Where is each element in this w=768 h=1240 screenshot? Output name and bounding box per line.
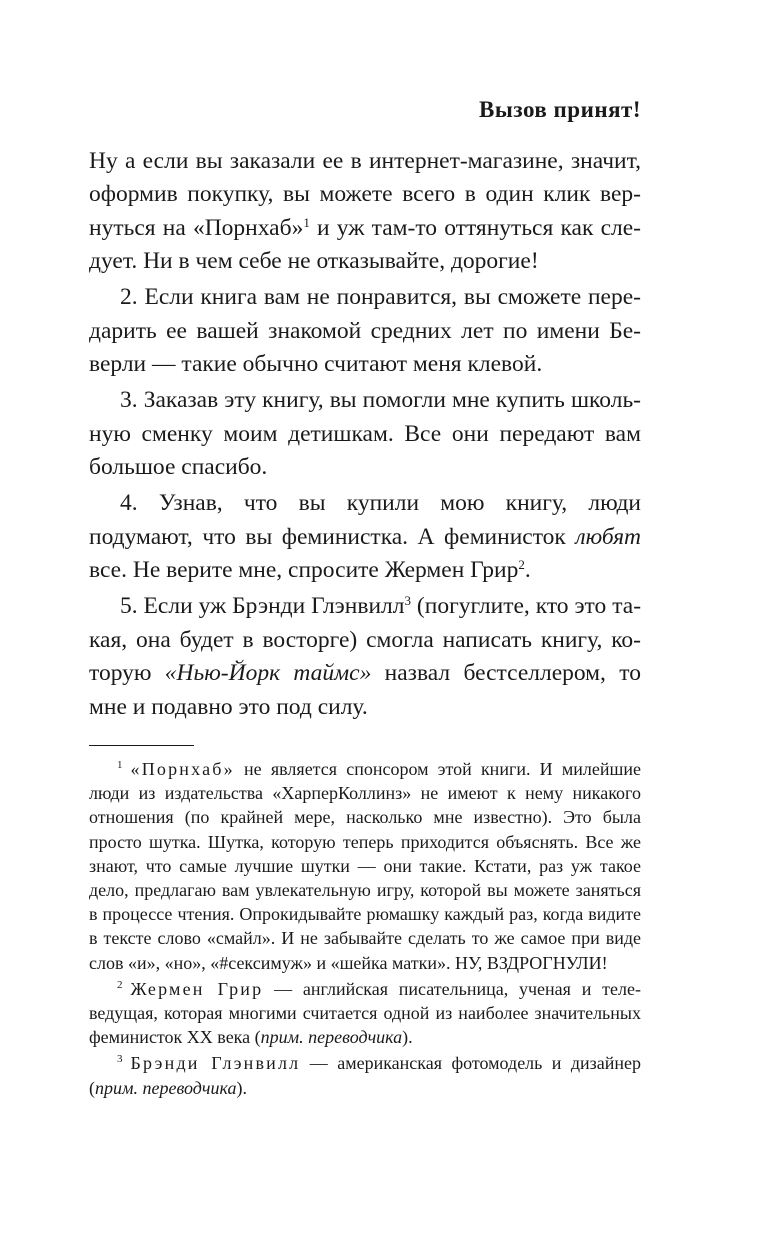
paragraph-4-text-b: все. Не верите мне, спросите Жермен Грир bbox=[89, 557, 519, 584]
footnote-3-mark: 3 bbox=[117, 1053, 123, 1066]
main-text bbox=[89, 145, 641, 724]
paragraph-4-text: 4. Узнав, что вы купили мою книгу, люди подумают, что вы феминистка. А феминисток bbox=[89, 490, 641, 550]
footnote-2-term: Жермен Грир bbox=[130, 978, 264, 999]
footnote-3-note: прим. переводчика bbox=[95, 1077, 237, 1098]
footnote-3 bbox=[89, 1051, 641, 1099]
running-title: Вызов принят! bbox=[479, 97, 641, 122]
paragraph-1-text: Ну а если вы заказали ее в интернет-магазине, значит, оформив покупку, вы можете всего в один клик вернуться на «Порнхаб» bbox=[89, 148, 641, 241]
footnote-2-note: прим. переводчика bbox=[260, 1027, 403, 1048]
paragraph-4-emphasis: любят bbox=[575, 523, 641, 550]
paragraph-2: 2. Если книга вам не понравится, вы сможете передарить ее вашей знакомой средних лет по имени Беверли — такие обычно считают меня клевой. bbox=[89, 284, 641, 378]
footnote-2-text: — английская писательница, ученая и телеведущая, которая многими считается одной из наиболее значительных феминисток XX века ( bbox=[89, 978, 641, 1048]
paragraph-1-tail: и уж там-то оттянуться как следует. Ни в чем себе не отказывайте, дорогие! bbox=[89, 214, 641, 275]
footnote-2 bbox=[89, 977, 641, 1050]
paragraph-5 bbox=[89, 590, 641, 724]
footnote-3-term: Брэнди Глэнвилл bbox=[130, 1053, 301, 1074]
footnote-ref-2[interactable]: 2 bbox=[518, 557, 525, 573]
paragraph-5-text: 5. Если уж Брэнди Глэнвилл bbox=[120, 593, 405, 620]
book-page bbox=[89, 0, 641, 1240]
paragraph-3: 3. Заказав эту книгу, вы помогли мне купить школьную сменку моим детишкам. Все они передают вам большое спасибо. bbox=[89, 387, 641, 481]
paragraph-4 bbox=[89, 487, 641, 587]
footnotes bbox=[89, 757, 641, 1102]
footnote-divider bbox=[89, 745, 194, 746]
paragraph-1 bbox=[89, 145, 641, 279]
footnote-1-term: «Порнхаб» bbox=[130, 759, 235, 779]
footnote-1-mark: 1 bbox=[117, 759, 123, 771]
footnote-ref-1[interactable]: 1 bbox=[303, 214, 310, 230]
paragraph-4-end: . bbox=[524, 557, 531, 584]
footnote-3-end: ). bbox=[236, 1077, 247, 1098]
footnote-3-text: — американская фотомодель и дизайнер ( bbox=[89, 1053, 641, 1098]
paragraph-5-emphasis: «Нью-Йорк таймс» bbox=[164, 660, 372, 687]
footnote-1-text: не является спонсором этой книги. И милейшие люди из издательства «ХарперКоллинз» не имеют к нему никакого отношения (по крайней мере, насколько мне известно). Это была просто шутка. Шутка, которую теперь приходится объяснять. Все же знают, что самые лучшие шутки — они такие. Кстати, раз уж такое дело, предлагаю вам увлекательную игру, которой вы можете заняться в процессе чтения. Опрокидывайте рюмашку каждый раз, когда видите в тексте слово «смайл». И не забывайте сделать то же самое при виде слов «и», «но», «#сексимуж» и «шейка матки». НУ, ВЗДРОГНУЛИ! bbox=[89, 759, 641, 973]
paragraph-5-text-c: назвал бестселлером, то мне и подавно это под силу. bbox=[89, 660, 641, 720]
footnote-2-mark: 2 bbox=[117, 978, 123, 991]
footnote-1 bbox=[89, 757, 641, 975]
footnote-2-end: ). bbox=[402, 1027, 413, 1048]
paragraph-5-text-b: (погуглите, кто это такая, она будет в восторге) смогла написать книгу, которую bbox=[89, 593, 642, 687]
footnote-ref-3[interactable]: 3 bbox=[404, 593, 411, 609]
